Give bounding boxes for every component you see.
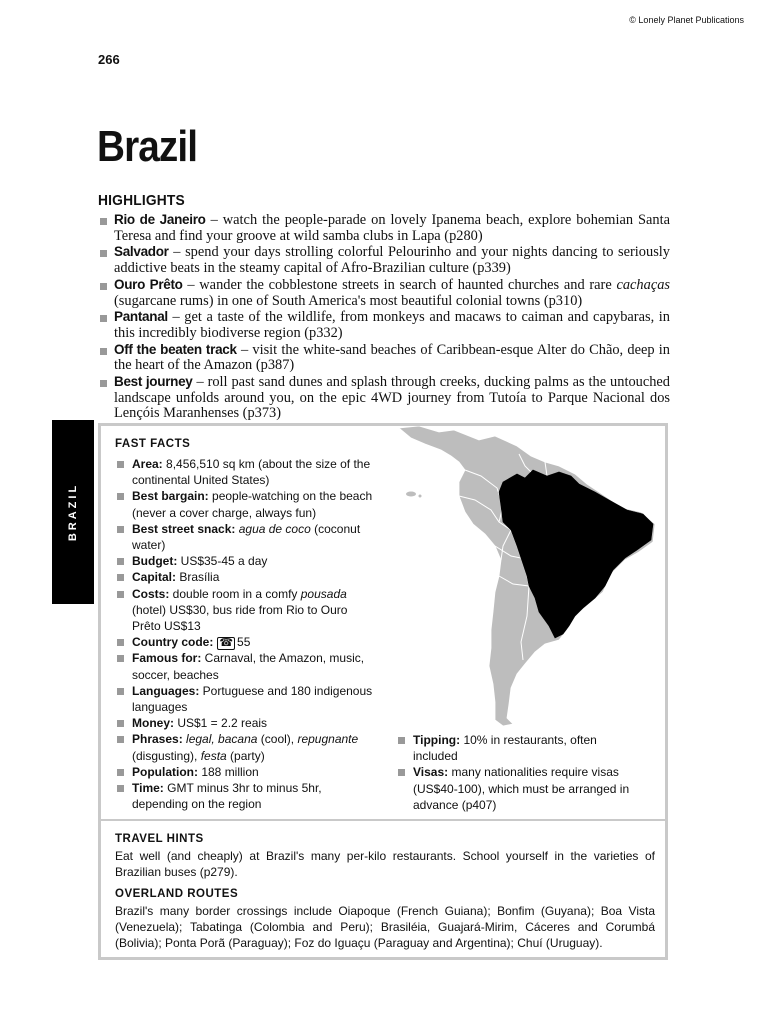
fact-value: people-watching on the beach (never a cover charge, always fun) <box>132 489 373 520</box>
fact-italic: pousada <box>300 586 347 601</box>
bullet-icon <box>117 639 124 646</box>
fast-facts-list <box>115 456 373 812</box>
fact-label: Best bargain: <box>132 489 209 504</box>
highlight-item <box>98 277 670 309</box>
fact-population <box>115 764 373 780</box>
fact-value: (disgusting), <box>132 748 201 763</box>
side-tab-label: BRAZIL <box>67 482 79 542</box>
travel-hints-text: Eat well (and cheaply) at Brazil's many per-kilo restaurants. School yourself in the varieties of Brazilian buses (p279). <box>115 849 655 879</box>
highlight-name: Ouro Prêto <box>114 276 183 292</box>
fact-value: (hotel) US$30, bus ride from Rio to Ouro Prêto US$13 <box>132 602 348 634</box>
fact-capital <box>115 569 373 585</box>
page-number: 266 <box>98 52 120 67</box>
highlights-heading: HIGHLIGHTS <box>98 192 185 209</box>
highlight-text: (sugarcane rums) in one of South America's most beautiful colonial towns (p310) <box>114 292 583 309</box>
fact-best-bargain <box>115 488 373 520</box>
fact-value: (party) <box>226 748 265 763</box>
fact-value: (coconut water) <box>132 521 361 553</box>
bullet-icon <box>398 737 405 744</box>
bullet-icon <box>117 785 124 792</box>
fact-label: Capital: <box>132 570 177 585</box>
bullet-icon <box>117 574 124 581</box>
highlight-name: Salvador <box>114 244 169 260</box>
highlight-text: – roll past sand dunes and splash through creeks, ducking palms as the untouched landscape unfolds around you, on the epic 4WD journey from Tutoía to Parque Nacional dos Lençóis Maranhenses (p373) <box>114 374 670 422</box>
fact-value: GMT minus 3hr to minus 5hr, depending on the region <box>132 781 322 812</box>
copyright-notice: © Lonely Planet Publications <box>629 15 744 25</box>
travel-hints-heading: TRAVEL HINTS <box>115 833 204 845</box>
fact-value: US$1 = 2.2 reais <box>174 716 268 731</box>
facts-box <box>98 423 668 960</box>
fact-label: Tipping: <box>413 733 461 747</box>
bullet-icon <box>100 348 107 355</box>
fact-country-code <box>115 634 373 650</box>
bullet-icon <box>117 526 124 533</box>
fact-label: Best street snack: <box>132 521 236 536</box>
highlight-text: – spend your days strolling colorful Pelourinho and your nights dancing to seriously addictive beats in the steamy capital of Afro-Brazilian culture (p339) <box>114 244 670 277</box>
chapter-side-tab <box>52 420 94 604</box>
fact-value: Portuguese and 180 indigenous languages <box>132 683 373 715</box>
fact-value: many nationalities require visas (US$40-100), which must be arranged in advance (p407) <box>413 765 630 812</box>
highlight-item <box>98 212 670 244</box>
fast-facts-panel <box>101 426 665 821</box>
highlight-name: Off the beaten track <box>114 341 237 357</box>
fact-budget <box>115 553 373 569</box>
island-shape <box>419 495 422 498</box>
bullet-icon <box>117 591 124 598</box>
highlight-text: – wander the cobblestone streets in search of haunted churches and rare <box>182 276 617 293</box>
highlight-item <box>98 244 670 276</box>
bullet-icon <box>100 315 107 322</box>
phone-icon: ☎ <box>219 637 234 650</box>
bullet-icon <box>100 218 107 225</box>
fact-label: Area: <box>132 457 163 471</box>
fact-value: 188 million <box>198 764 259 779</box>
fact-label: Time: <box>132 781 164 796</box>
fact-value: 10% in restaurants, often included <box>413 733 597 764</box>
highlight-text: – get a taste of the wildlife, from monkeys and macaws to caiman and capybaras, in this incredibly biodiverse region (p332) <box>114 309 670 341</box>
fact-money <box>115 715 373 731</box>
fact-value: 55 <box>237 635 251 650</box>
highlight-text: – visit the white-sand beaches of Caribbean-esque Alter do Chão, deep in the heart of the Amazon (p387) <box>114 341 670 374</box>
fact-value: Carnaval, the Amazon, music, soccer, beaches <box>132 651 365 682</box>
fact-value: (cool), <box>257 732 298 747</box>
highlight-italic: cachaças <box>616 276 670 293</box>
fact-italic: repugnante <box>297 732 359 747</box>
fact-value: 8,456,510 sq km (about the size of the continental United States) <box>132 457 371 488</box>
bullet-icon <box>117 769 124 776</box>
fact-label: Visas: <box>413 765 449 780</box>
highlight-name: Rio de Janeiro <box>114 212 206 227</box>
fact-label: Languages: <box>132 683 200 698</box>
highlight-item <box>98 342 670 374</box>
bullet-icon <box>117 736 124 743</box>
fact-value: Brasília <box>176 570 220 585</box>
fact-tipping <box>396 732 636 764</box>
bullet-icon <box>100 283 107 290</box>
bullet-icon <box>398 769 405 776</box>
fact-value: US$35-45 a day <box>177 554 268 569</box>
fact-languages <box>115 683 373 715</box>
fact-italic: legal, bacana <box>182 732 258 747</box>
highlight-name: Best journey <box>114 374 193 390</box>
highlights-list <box>98 212 670 422</box>
fact-italic: festa <box>200 748 227 763</box>
highlight-name: Pantanal <box>114 309 168 325</box>
fact-best-snack <box>115 521 373 553</box>
fact-costs <box>115 586 373 635</box>
highlight-item <box>98 374 670 422</box>
south-america-map <box>399 426 661 726</box>
fact-italic: agua de coco <box>235 521 311 536</box>
highlight-item <box>98 309 670 341</box>
fact-value: double room in a comfy <box>169 586 301 601</box>
bullet-icon <box>117 558 124 565</box>
island-shape <box>406 492 416 497</box>
overland-routes-heading: OVERLAND ROUTES <box>115 888 239 900</box>
fact-visas <box>396 764 636 813</box>
fact-label: Population: <box>132 764 198 779</box>
bullet-icon <box>100 380 107 387</box>
fact-phrases <box>115 731 373 763</box>
fact-label: Money: <box>132 716 174 731</box>
bullet-icon <box>117 461 124 468</box>
fast-facts-heading: FAST FACTS <box>115 438 191 450</box>
travel-hints-panel <box>101 821 665 957</box>
bullet-icon <box>117 688 124 695</box>
fact-label: Budget: <box>132 554 178 569</box>
fact-time <box>115 780 373 812</box>
bullet-icon <box>117 493 124 500</box>
fact-label: Phrases: <box>132 732 183 747</box>
highlight-text: – watch the people-parade on lovely Ipanema beach, explore bohemian Santa Teresa and find your groove at wild samba clubs in Lapa (p280) <box>114 212 671 244</box>
fact-area <box>115 456 373 488</box>
fact-label: Famous for: <box>132 651 202 666</box>
page-title: Brazil <box>97 122 198 171</box>
fast-facts-list-right <box>396 732 636 813</box>
fact-famous-for <box>115 650 373 682</box>
bullet-icon <box>100 250 107 257</box>
bullet-icon <box>117 720 124 727</box>
fact-label: Costs: <box>132 586 170 601</box>
overland-routes-text: Brazil's many border crossings include Oiapoque (French Guiana); Bonfim (Guyana); Boa Vista (Venezuela); Tabatinga (Colombia and Peru); Brasiléia, Guajará-Mirim, Cáceres and Corumbá (Bolivia); Ponta Porã (Paraguay); Foz do Iguaçu (Paraguay and Argentina); Chuí (Uruguay). <box>115 904 655 950</box>
fact-label: Country code: <box>132 635 214 650</box>
bullet-icon <box>117 655 124 662</box>
